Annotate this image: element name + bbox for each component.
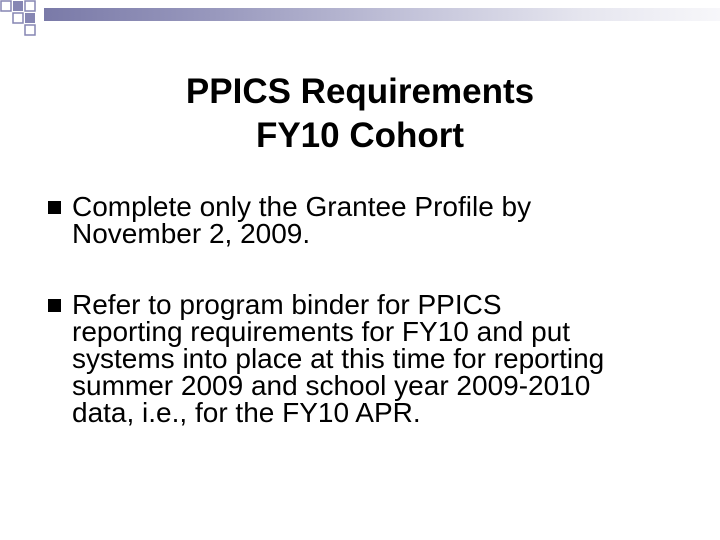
bullet-list [48,193,698,426]
title-line-1: PPICS Requirements [185,72,535,111]
bullet-item [48,291,698,426]
square-bullet-icon [48,299,61,312]
bullet-line: Refer to program binder for PPICS [72,289,502,320]
bullet-line: systems into place at this time for reporting [72,343,605,374]
bullet-line: data, i.e., for the FY10 APR. [72,397,421,428]
bullet-item [48,193,698,247]
bullet-line: summer 2009 and school year 2009-2010 [72,370,591,401]
square-bullet-icon [48,201,61,214]
header-gradient-bar [44,8,720,21]
bullet-line: Complete only the Grantee Profile by [72,191,532,222]
bullet-line: November 2, 2009. [72,218,311,249]
slide-title [0,70,720,158]
title-line-2: FY10 Cohort [255,116,465,155]
bullet-line: reporting requirements for FY10 and put [72,316,571,347]
